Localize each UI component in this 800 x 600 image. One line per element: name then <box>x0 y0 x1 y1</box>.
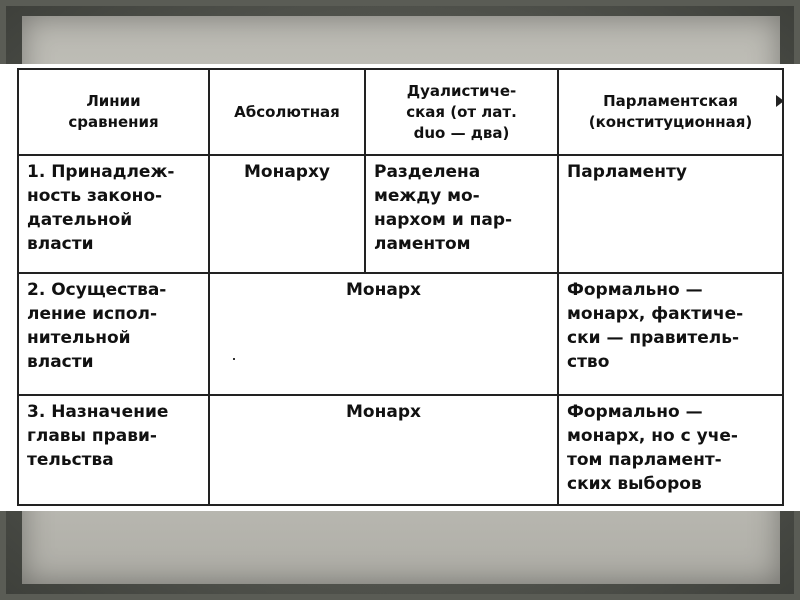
row-criterion: 3. Назначение главы прави- тельства <box>18 395 209 505</box>
table-row <box>18 155 783 273</box>
scan-speck <box>233 358 235 360</box>
header-criteria: Линии сравнения <box>18 69 209 155</box>
cell-parliamentary: Формально — монарх, фактиче- ски — правитель- ство <box>558 273 783 395</box>
table-header-row <box>18 69 783 155</box>
cell-absolute-dualistic: Монарх <box>209 395 558 505</box>
cell-absolute-dualistic: Монарх <box>209 273 558 395</box>
table-row <box>18 273 783 395</box>
header-parliamentary: Парламентская (конституционная) <box>558 69 783 155</box>
header-absolute: Абсолютная <box>209 69 365 155</box>
monarchy-comparison-table <box>17 68 784 506</box>
cell-absolute: Монарху <box>209 155 365 273</box>
cell-dualistic: Разделена между мо- нархом и пар- ламентом <box>365 155 558 273</box>
header-dualistic: Дуалистиче- ская (от лат. duo — два) <box>365 69 558 155</box>
arrow-marker-icon <box>776 95 784 107</box>
row-criterion: 2. Осущества- ление испол- нительной власти <box>18 273 209 395</box>
row-criterion: 1. Принадлеж- ность законо- дательной власти <box>18 155 209 273</box>
cell-parliamentary: Формально — монарх, но с уче- том парламент- ских выборов <box>558 395 783 505</box>
table-row <box>18 395 783 505</box>
cell-parliamentary: Парламенту <box>558 155 783 273</box>
